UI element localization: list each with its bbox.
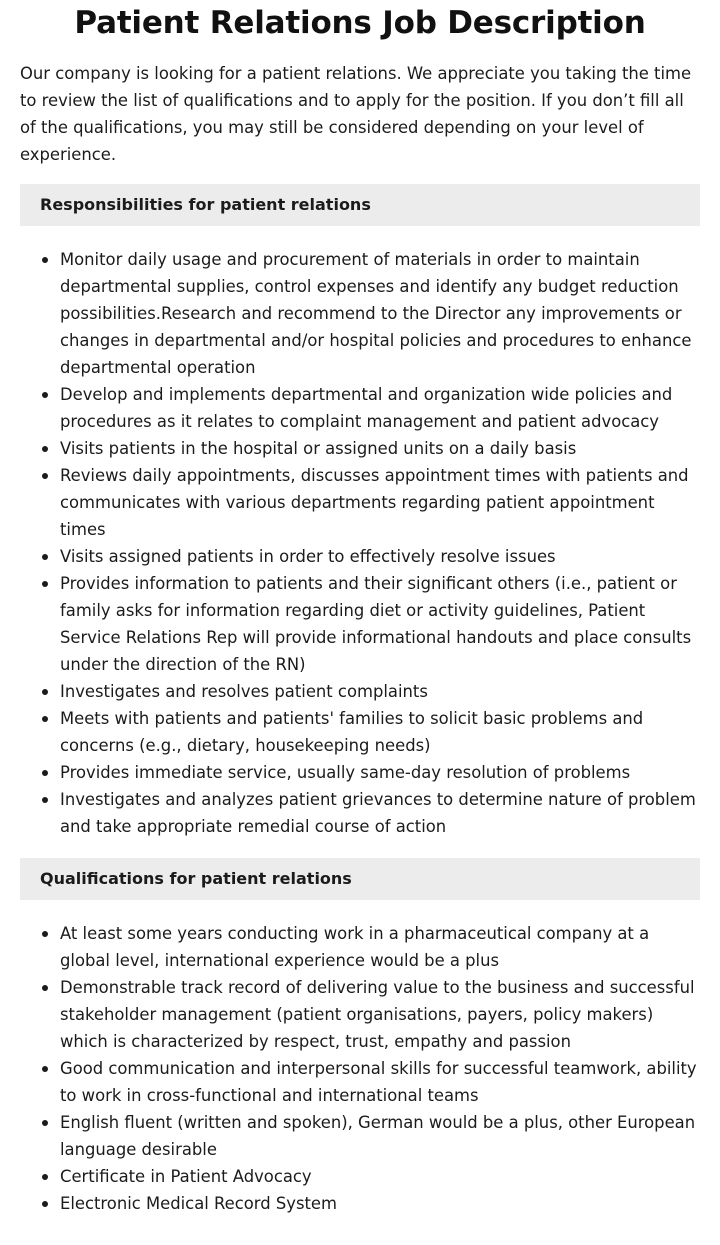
- list-item: [20, 570, 700, 678]
- list-item-text: Visits patients in the hospital or assigned units on a daily basis: [60, 439, 577, 458]
- list-item-text: Investigates and resolves patient complaints: [60, 682, 428, 701]
- list-item-text: Monitor daily usage and procurement of materials in order to maintain departmental supplies, control expenses and identify any budget reduction possibilities.Research and recommend to the Director any improvements or changes in departmental and/or hospital policies and procedures to enhance departmental operation: [60, 250, 692, 377]
- list-item-text: At least some years conducting work in a pharmaceutical company at a global level, international experience would be a plus: [60, 924, 650, 970]
- list-item: [20, 1190, 700, 1217]
- list-item: [20, 920, 700, 974]
- list-item: [20, 1109, 700, 1163]
- qualifications-heading: Qualifications for patient relations: [20, 858, 700, 900]
- list-item: [20, 759, 700, 786]
- list-item: [20, 435, 700, 462]
- bullet-icon: [42, 770, 48, 776]
- list-item-text: Provides immediate service, usually same-day resolution of problems: [60, 763, 631, 782]
- bullet-icon: [42, 931, 48, 937]
- list-item: [20, 678, 700, 705]
- bullet-icon: [42, 1120, 48, 1126]
- list-item: [20, 543, 700, 570]
- intro-paragraph: Our company is looking for a patient relations. We appreciate you taking the time to review the list of qualifications and to apply for the position. If you don’t fill all of the qualifications, you may still be considered depending on your level of experience.: [20, 64, 692, 164]
- bullet-icon: [42, 689, 48, 695]
- bullet-icon: [42, 716, 48, 722]
- bullet-icon: [42, 554, 48, 560]
- list-item-text: Visits assigned patients in order to effectively resolve issues: [60, 547, 556, 566]
- bullet-icon: [42, 1066, 48, 1072]
- bullet-icon: [42, 1174, 48, 1180]
- list-item-text: Demonstrable track record of delivering value to the business and successful stakeholder management (patient organisations, payers, policy makers) which is characterized by respect, trust, empathy and passion: [60, 978, 695, 1051]
- list-item-text: Provides information to patients and their significant others (i.e., patient or family asks for information regarding diet or activity guidelines, Patient Service Relations Rep will provide informational handouts and place consults under the direction of the RN): [60, 574, 692, 674]
- list-item: [20, 1163, 700, 1190]
- bullet-icon: [42, 581, 48, 587]
- page-title: Patient Relations Job Description: [74, 5, 646, 41]
- list-item-text: Meets with patients and patients' families to solicit basic problems and concerns (e.g., dietary, housekeeping needs): [60, 709, 644, 755]
- list-item-text: Electronic Medical Record System: [60, 1194, 337, 1213]
- list-item-text: Good communication and interpersonal skills for successful teamwork, ability to work in cross-functional and international teams: [60, 1059, 697, 1105]
- responsibilities-heading: Responsibilities for patient relations: [20, 184, 700, 226]
- bullet-icon: [42, 797, 48, 803]
- list-item: [20, 974, 700, 1055]
- responsibilities-list: [20, 246, 700, 840]
- list-item-text: Reviews daily appointments, discusses appointment times with patients and communicates with various departments regarding patient appointment times: [60, 466, 689, 539]
- bullet-icon: [42, 446, 48, 452]
- list-item-text: English fluent (written and spoken), German would be a plus, other European language desirable: [60, 1113, 696, 1159]
- bullet-icon: [42, 1201, 48, 1207]
- bullet-icon: [42, 985, 48, 991]
- list-item-text: Develop and implements departmental and organization wide policies and procedures as it relates to complaint management and patient advocacy: [60, 385, 673, 431]
- list-item: [20, 381, 700, 435]
- bullet-icon: [42, 392, 48, 398]
- list-item: [20, 1055, 700, 1109]
- list-item: [20, 246, 700, 381]
- list-item-text: Investigates and analyzes patient grievances to determine nature of problem and take appropriate remedial course of action: [60, 790, 696, 836]
- bullet-icon: [42, 257, 48, 263]
- list-item-text: Certificate in Patient Advocacy: [60, 1167, 312, 1186]
- list-item: [20, 786, 700, 840]
- bullet-icon: [42, 473, 48, 479]
- qualifications-list: [20, 920, 700, 1217]
- list-item: [20, 705, 700, 759]
- list-item: [20, 462, 700, 543]
